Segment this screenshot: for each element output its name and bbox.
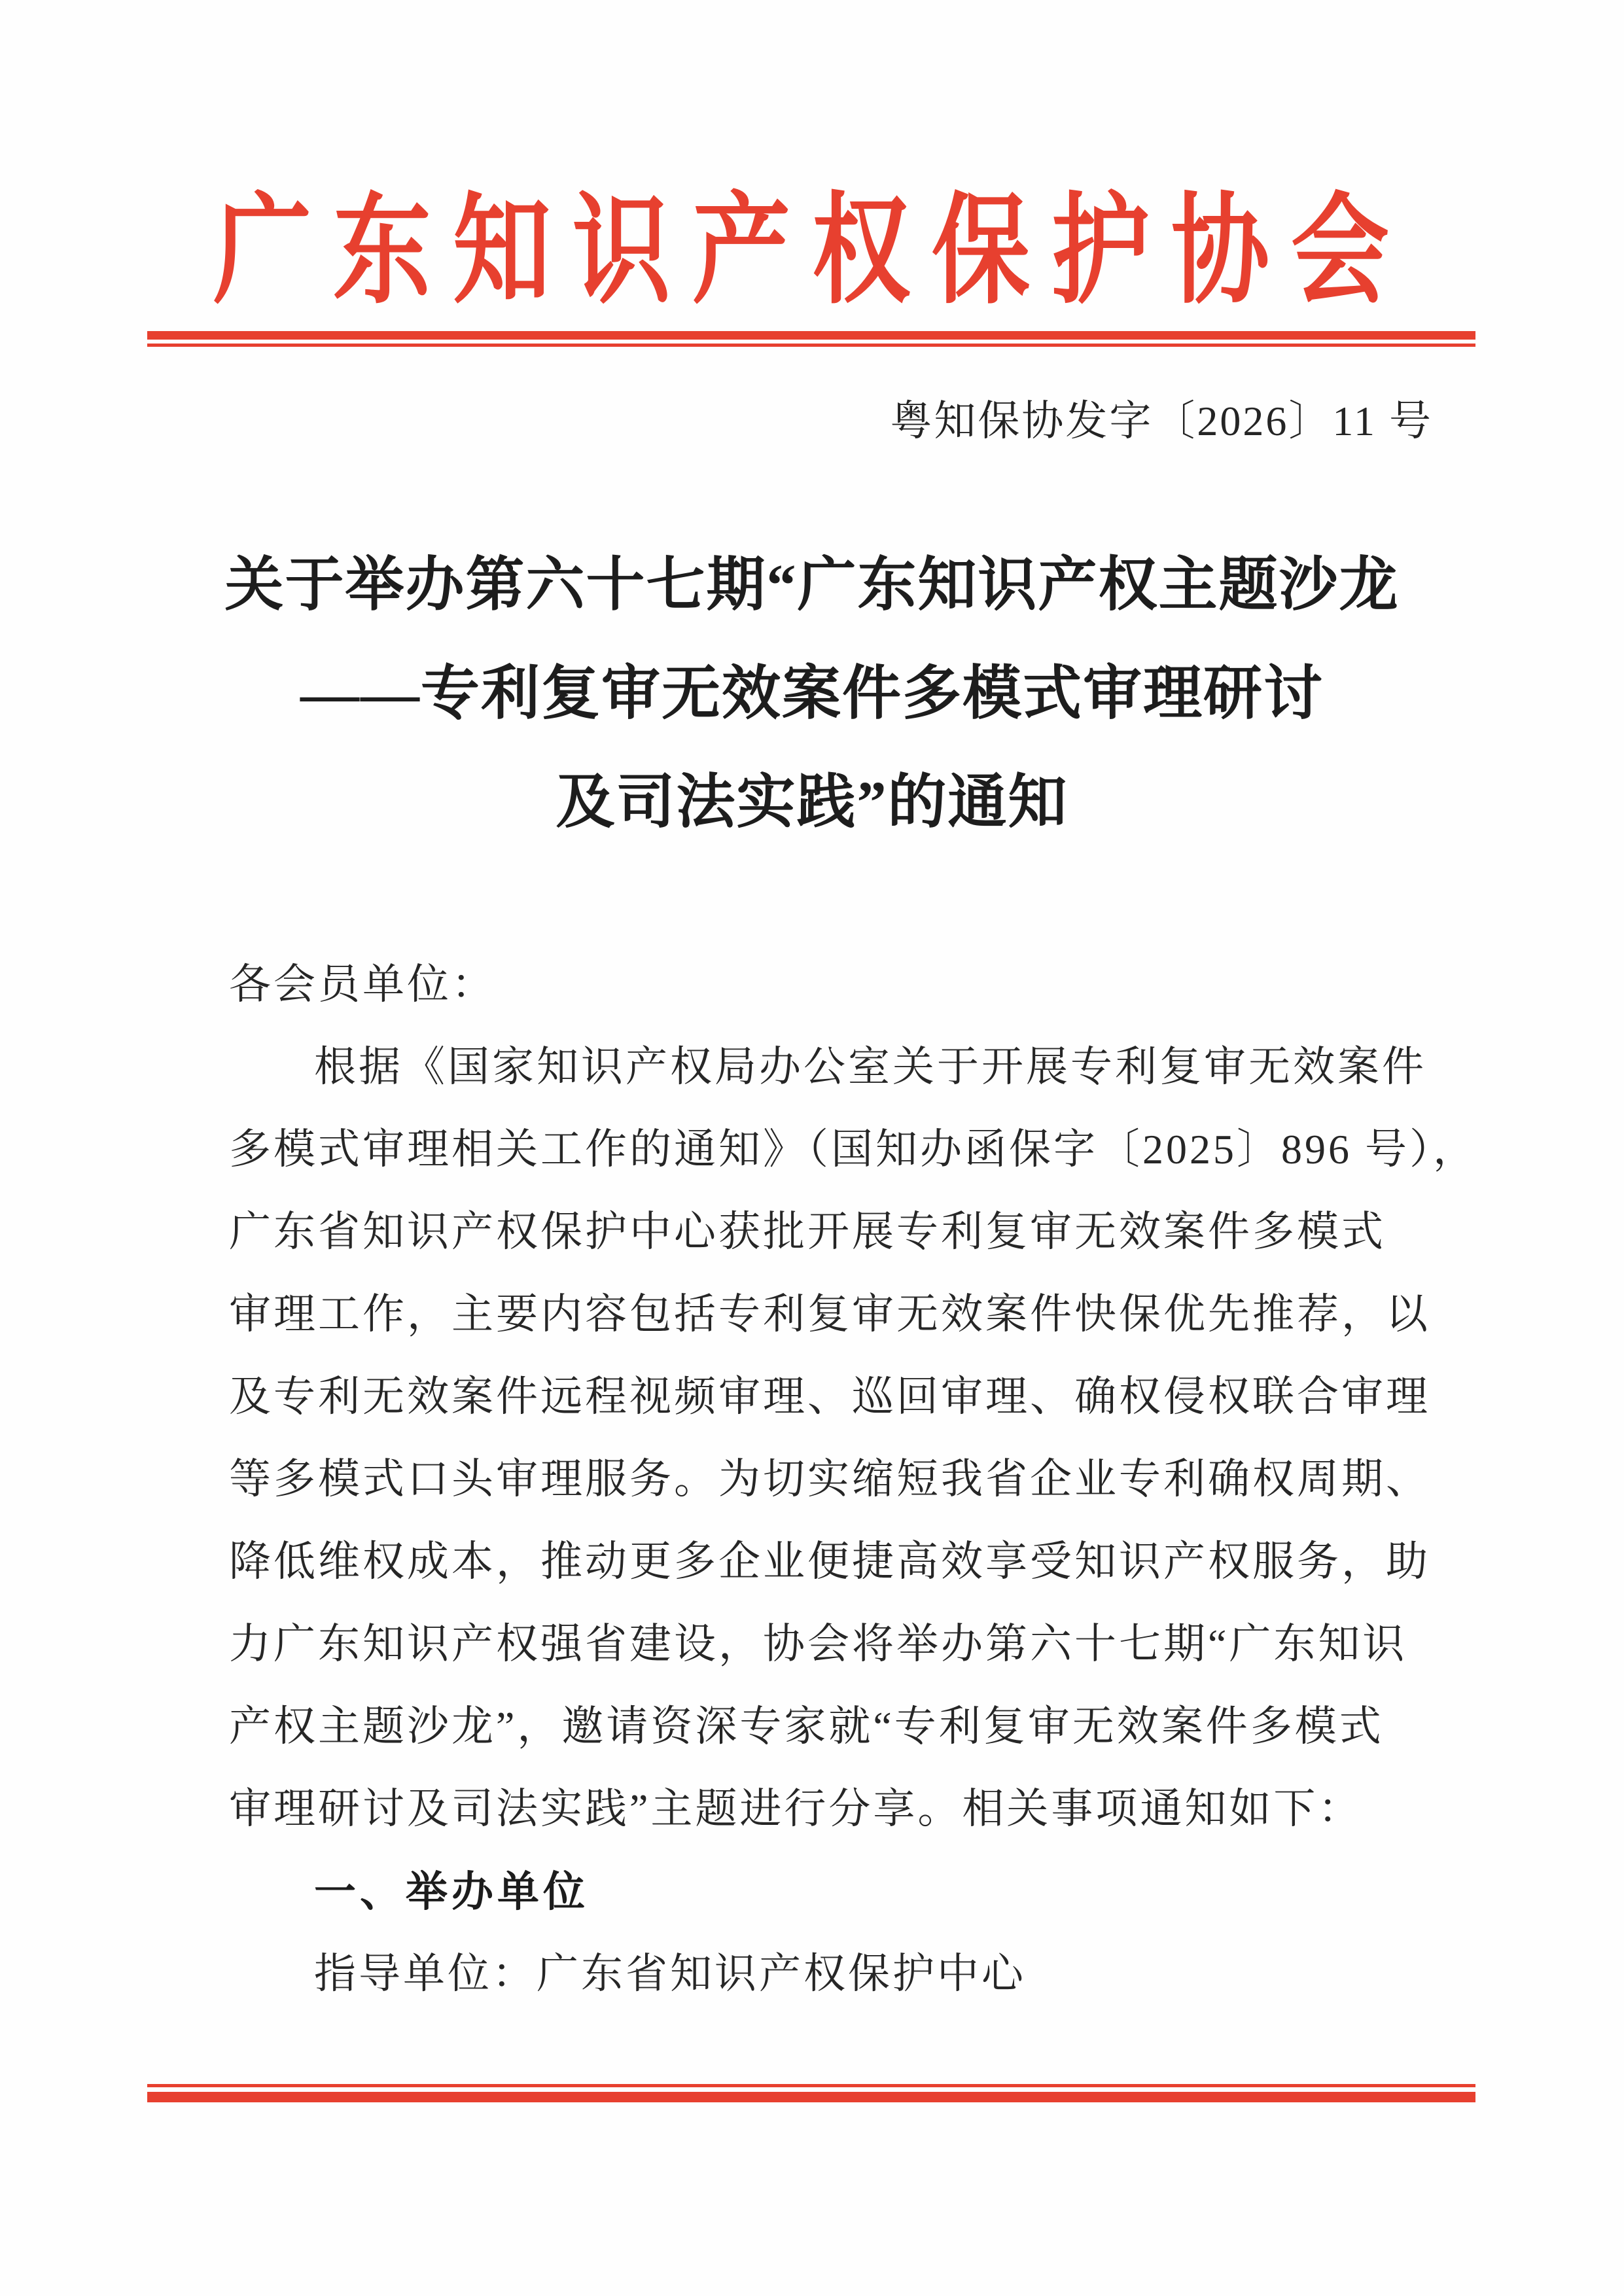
salutation: 各会员单位：: [229, 961, 496, 1008]
body-line: 根据《国家知识产权局办公室关于开展专利复审无效案件: [314, 1044, 1426, 1090]
header-rule-thin: [147, 344, 1475, 347]
notice-title: [0, 531, 1624, 857]
header-rule-thick: [147, 331, 1475, 340]
doc-number: 粤知保协发字〔2026〕11 号: [890, 398, 1433, 444]
body-line: 产权主题沙龙”，邀请资深专家就“专利复审无效案件多模式: [229, 1703, 1384, 1750]
body-line: 降低维权成本，推动更多企业便捷高效享受知识产权服务，助: [229, 1538, 1430, 1585]
notice-title-line-1: 关于举办第六十七期“广东知识产权主题沙龙: [224, 553, 1400, 618]
body-line: 等多模式口头审理服务。为切实缩短我省企业专利确权周期、: [229, 1456, 1430, 1502]
body-line: 审理工作，主要内容包括专利复审无效案件快保优先推荐，以: [229, 1291, 1430, 1337]
footer-rule-thick: [147, 2092, 1475, 2102]
body-line: 审理研讨及司法实践”主题进行分享。相关事项通知如下：: [229, 1786, 1363, 1832]
body-line: 力广东知识产权强省建设，协会将举办第六十七期“广东知识: [229, 1621, 1407, 1667]
letterhead-title: 广东知识产权保护协会: [213, 185, 1411, 319]
notice-title-line-3: 及司法实践”的通知: [556, 770, 1068, 835]
guide-unit-line: 指导单位：广东省知识产权保护中心: [314, 1951, 1026, 1997]
notice-body: [229, 944, 1477, 2015]
footer-rule-thin: [147, 2084, 1475, 2087]
body-line: 多模式审理相关工作的通知》（国知办函保字〔2025〕896 号），: [229, 1126, 1477, 1173]
body-line: 及专利无效案件远程视频审理、巡回审理、确权侵权联合审理: [229, 1373, 1430, 1420]
body-line: 广东省知识产权保护中心获批开展专利复审无效案件多模式: [229, 1209, 1386, 1255]
notice-title-line-2: ——专利复审无效案件多模式审理研讨: [300, 662, 1324, 726]
section-heading-organizers: 一、举办单位: [314, 1868, 589, 1915]
